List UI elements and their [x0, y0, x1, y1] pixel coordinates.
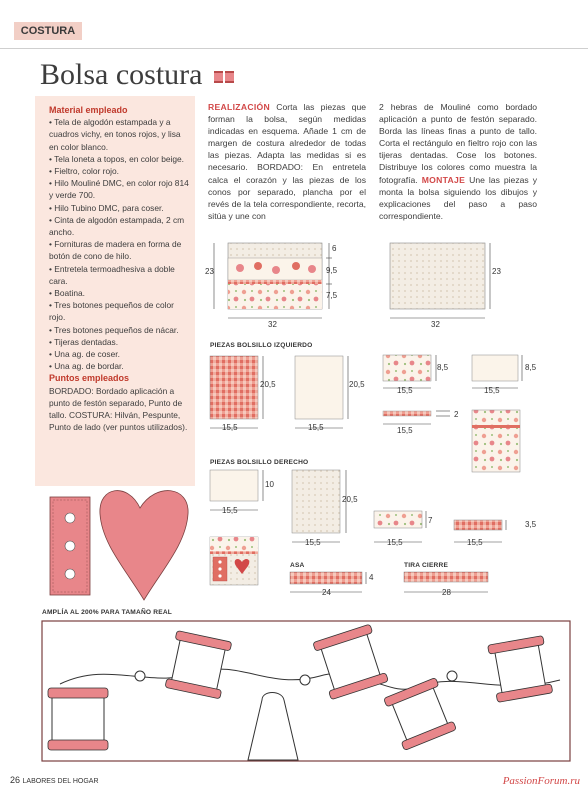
right-b-h: 20,5	[342, 495, 358, 504]
back-width: 32	[431, 320, 440, 329]
right-c-w: 15,5	[387, 538, 403, 547]
asa-label: ASA	[290, 562, 305, 569]
pattern-label: AMPLÍA AL 200% PARA TAMAÑO REAL	[42, 609, 173, 616]
front-panel-diagram	[214, 243, 332, 318]
instructions-col-2b: Une las piezas y monta la bolsa siguiendo los dibujos y explicaciones del paso a paso correspondiente.	[379, 174, 537, 221]
right-pocket-diagram	[210, 470, 506, 585]
back-height: 23	[492, 267, 501, 276]
right-b-w: 15,5	[305, 538, 321, 547]
asa-width: 24	[322, 588, 331, 597]
heart-pattern	[100, 491, 188, 600]
left-c-h: 8,5	[437, 363, 449, 372]
left-pocket-label: PIEZAS BOLSILLO IZQUIERDO	[210, 342, 313, 349]
instructions-col-1-text: Corta las piezas que forman la bolsa, según medidas indicadas en esquema. Añade 1 cm de margen de costura alrededor de todas las piezas. Adapta las medidas si es necesario. BORDADO: En entretela calca el corazón y las piezas de los conos por separado, plancha por el revés de la tela correspondiente, recorta, sitúa y une con	[208, 102, 367, 221]
right-c-h: 7	[428, 516, 433, 525]
front-width: 32	[268, 320, 277, 329]
right-d-w: 15,5	[467, 538, 483, 547]
materials-list: • Tela de algodón estampada y a cuadros vichy, en tonos rojos, y lisa en color blanco. • Tela loneta a topos, en color beige. • Fieltro, color rojo. • Hilo Mouliné DMC, en color rojo 814 y verde 700. • Hilo Tubino DMC, para coser. • Cinta de algodón estampada, 2 cm ancho. • Fornituras de madera en forma de botón de cono de hilo. • Entretela termoadhesiva a doble cara. • Boatina. • Tres botones pequeños de color rojo. • Tres botones pequeños de nácar. • Tijeras dentadas. • Una ag. de coser. • Una ag. de bordar.	[49, 117, 189, 372]
instructions-col-2a: 2 hebras de Mouliné como bordado aplicación a punto de festón separado. Borda las líneas finas a punto de tallo. Corta el rectángulo en fieltro rojo con las tijeras dentadas. Cose los botones. Distribuye los colores como muestra la fotografía.	[379, 102, 537, 185]
left-d-w: 15,5	[484, 386, 500, 395]
front-d1: 6	[332, 244, 337, 253]
front-height: 23	[205, 267, 214, 276]
right-pocket-label: PIEZAS BOLSILLO DERECHO	[210, 459, 309, 466]
page-title-text: Bolsa costura	[40, 58, 203, 91]
section-tab: COSTURA	[14, 22, 82, 40]
asa-height: 4	[369, 573, 374, 582]
left-b-h: 20,5	[349, 380, 365, 389]
stitches-heading: Puntos empleados	[49, 373, 130, 384]
button-strip-pattern	[50, 497, 90, 595]
tira-label: TIRA CIERRE	[404, 562, 449, 569]
left-d-h: 8,5	[525, 363, 537, 372]
left-a-w: 15,5	[222, 423, 238, 432]
spool-pattern-frame	[42, 621, 570, 761]
left-pocket-diagram	[210, 355, 522, 472]
materials-heading: Material empleado	[49, 105, 128, 115]
left-c-w: 15,5	[397, 386, 413, 395]
montaje-label: MONTAJE	[421, 174, 466, 185]
front-d2: 9,5	[326, 266, 338, 275]
left-b-w: 15,5	[308, 423, 324, 432]
footer	[10, 775, 99, 785]
left-e-w: 15,5	[397, 426, 413, 435]
tira-width: 28	[442, 588, 451, 597]
right-a-h: 10	[265, 480, 274, 489]
strap-diagram	[290, 572, 488, 592]
left-a-h: 20,5	[260, 380, 276, 389]
magazine-name: LABORES DEL HOGAR	[22, 778, 99, 785]
watermark: PassionForum.ru	[502, 775, 580, 787]
back-panel-diagram	[390, 243, 490, 318]
right-a-w: 15,5	[222, 506, 238, 515]
page-number: 26	[10, 775, 21, 785]
stitches-text: BORDADO: Bordado aplicación a punto de festón separado, Punto de tallo. COSTURA: Hilván, Pespunte, Punto de lado (ver puntos utilizados).	[49, 385, 188, 433]
front-d3: 7,5	[326, 291, 338, 300]
realizacion-label: REALIZACIÓN	[208, 102, 271, 112]
left-e-h: 2	[454, 410, 459, 419]
right-d-h: 3,5	[525, 520, 537, 529]
